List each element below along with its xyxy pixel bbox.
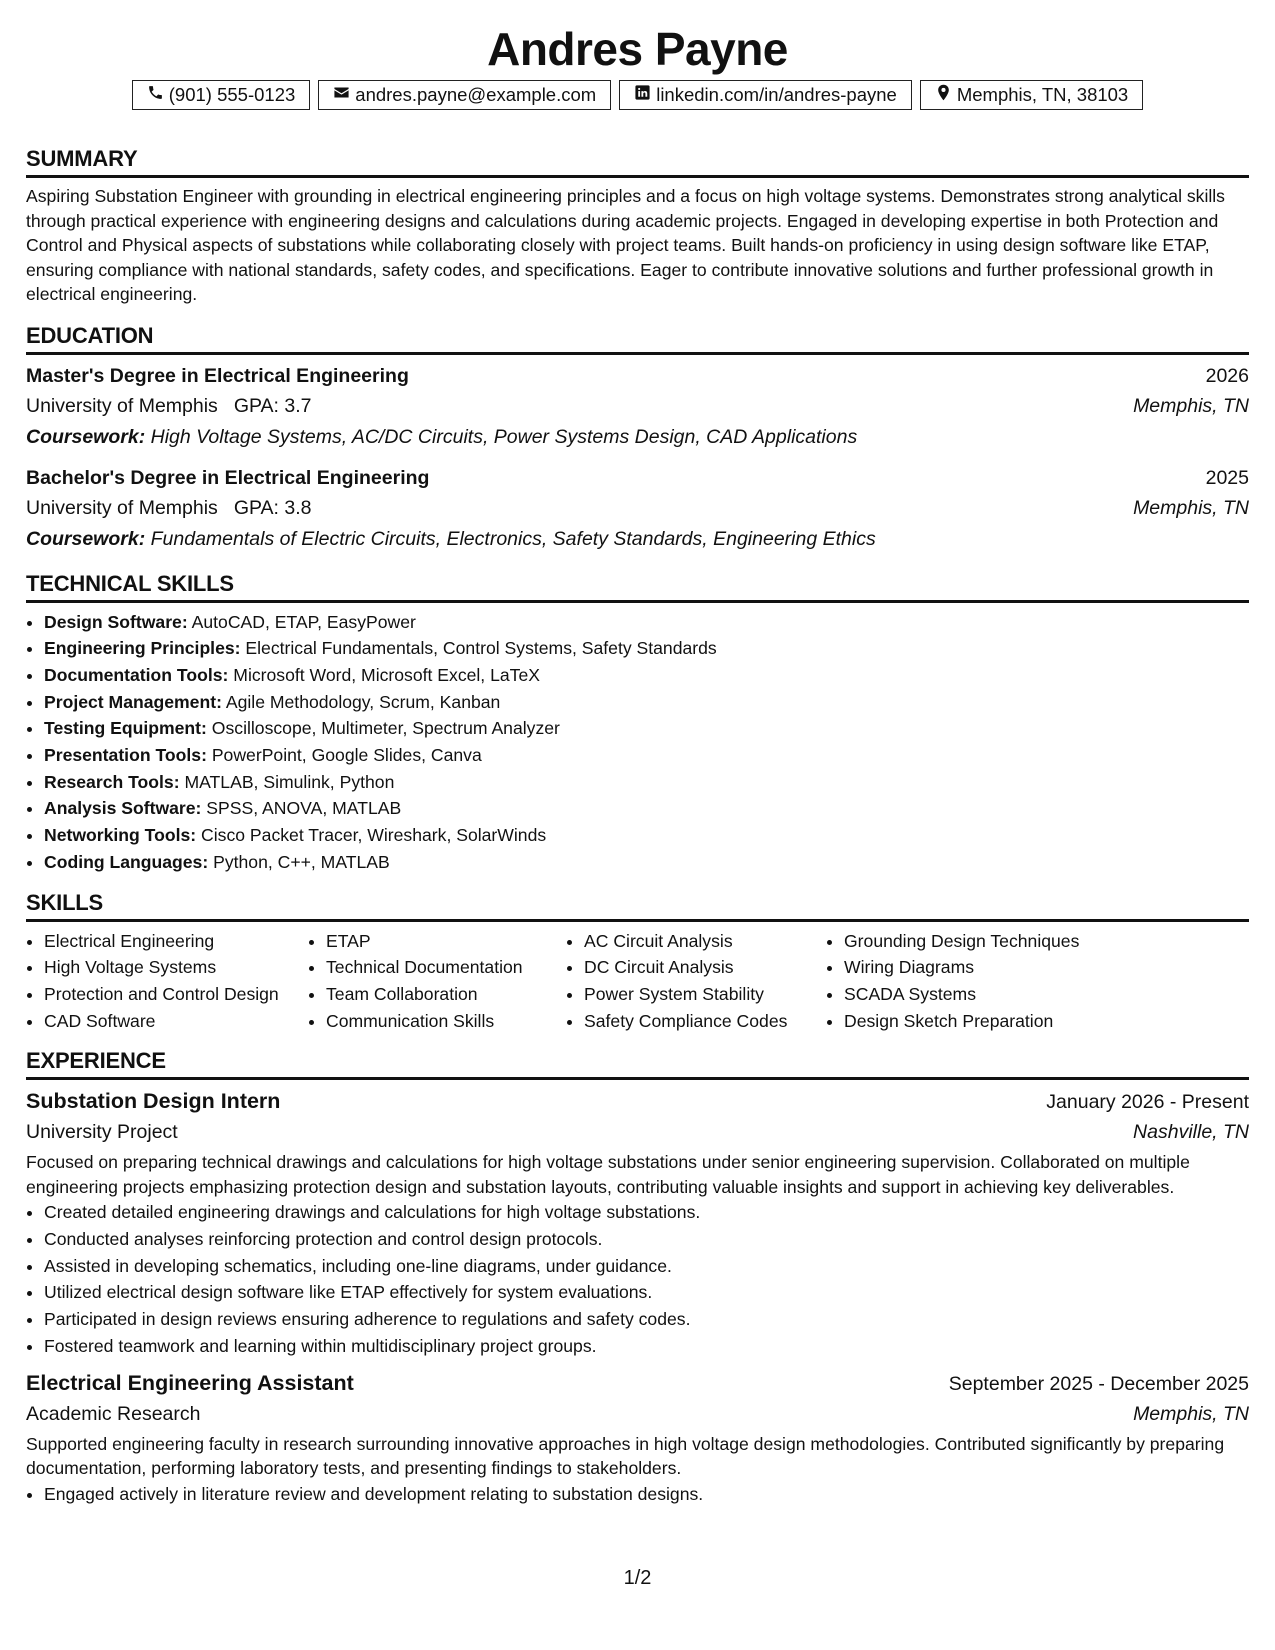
list-item: • Technical Documentation xyxy=(326,954,564,981)
list-item xyxy=(44,769,1249,796)
linkedin-text: linkedin.com/in/andres-payne xyxy=(656,84,897,105)
job-bullets xyxy=(26,1481,1249,1508)
list-item xyxy=(44,715,1249,742)
list-item: • High Voltage Systems xyxy=(44,954,306,981)
list-item: • Wiring Diagrams xyxy=(844,954,1079,981)
skill-values: Oscilloscope, Multimeter, Spectrum Analyzer xyxy=(206,718,560,739)
candidate-name: Andres Payne xyxy=(487,23,788,75)
job-title: Electrical Engineering Assistant xyxy=(26,1370,354,1395)
skill-values: Electrical Fundamentals, Control Systems, Safety Standards xyxy=(240,638,717,659)
list-item: • Utilized electrical design software like ETAP effectively for system evaluations. xyxy=(44,1279,1249,1306)
school-location: Memphis, TN xyxy=(1133,394,1249,417)
job-org: University Project xyxy=(26,1121,178,1144)
technical-skills-heading: TECHNICAL SKILLS xyxy=(26,571,1249,603)
skills-column xyxy=(564,928,824,1035)
skills-column xyxy=(26,928,306,1035)
list-item: • Created detailed engineering drawings and calculations for high voltage substations. xyxy=(44,1199,1249,1226)
coursework-list: Fundamentals of Electric Circuits, Electronics, Safety Standards, Engineering Ethics xyxy=(145,527,876,550)
list-item: • Team Collaboration xyxy=(326,981,564,1008)
technical-skills-list xyxy=(26,609,1249,876)
skill-category: Networking Tools: xyxy=(44,825,197,846)
skill-values: Microsoft Word, Microsoft Excel, LaTeX xyxy=(228,664,540,685)
resume-page xyxy=(26,0,1249,1507)
job-location: Memphis, TN xyxy=(1133,1402,1249,1425)
contact-bar xyxy=(26,80,1249,110)
email-chip[interactable] xyxy=(318,80,611,110)
job-description: Supported engineering faculty in research surrounding innovative approaches in high voltage design methodologies. Contributed significantly by preparing documentation, performing laboratory tests, and presenting findings to stakeholders. xyxy=(26,1433,1225,1479)
job-org: Academic Research xyxy=(26,1402,201,1425)
skill-category: Presentation Tools: xyxy=(44,745,207,766)
skill-values: PowerPoint, Google Slides, Canva xyxy=(206,745,482,766)
skill-category: Coding Languages: xyxy=(44,851,209,872)
list-item xyxy=(44,609,1249,636)
coursework xyxy=(26,422,1249,453)
job-dates: September 2025 - December 2025 xyxy=(948,1372,1249,1395)
list-item: • Design Sketch Preparation xyxy=(844,1008,1079,1035)
experience-entry xyxy=(26,1086,1249,1359)
job-description: Focused on preparing technical drawings and calculations for high voltage substations under senior engineering supervision. Collaborated on multiple engineering projects emphasizing protection design and substation layouts, contributing valuable insights and support in achieving key deliverables. xyxy=(26,1152,1190,1197)
phone-text: (901) 555-0123 xyxy=(168,84,296,105)
page-number: 1/2 xyxy=(623,1567,652,1589)
summary-heading: SUMMARY xyxy=(26,146,1249,178)
coursework-label: Coursework: xyxy=(26,527,146,550)
degree-year: 2025 xyxy=(1205,466,1249,489)
school-location: Memphis, TN xyxy=(1133,496,1249,519)
skill-values: Python, C++, MATLAB xyxy=(208,851,390,872)
gpa: GPA: 3.8 xyxy=(233,496,312,519)
list-item: • Protection and Control Design xyxy=(44,981,306,1008)
school-name: University of Memphis xyxy=(26,394,218,417)
skill-values: SPSS, ANOVA, MATLAB xyxy=(201,798,402,819)
list-item: • AC Circuit Analysis xyxy=(584,928,824,955)
job-dates: January 2026 - Present xyxy=(1046,1091,1249,1114)
education-entry xyxy=(26,361,1249,453)
linkedin-chip[interactable] xyxy=(619,80,912,110)
technical-skills-section xyxy=(26,571,1249,876)
list-item xyxy=(44,822,1249,849)
phone-chip[interactable] xyxy=(132,80,311,110)
linkedin-icon xyxy=(634,83,651,107)
email-text: andres.payne@example.com xyxy=(355,84,597,105)
skill-values: MATLAB, Simulink, Python xyxy=(179,771,395,792)
skills-column xyxy=(824,928,1079,1035)
list-item: • Engaged actively in literature review and development relating to substation designs. xyxy=(44,1481,1249,1508)
skills-section xyxy=(26,890,1249,1035)
experience-section xyxy=(26,1048,1249,1507)
list-item: • Participated in design reviews ensuring adherence to regulations and safety codes. xyxy=(44,1306,1249,1333)
list-item xyxy=(44,662,1249,689)
list-item: • Conducted analyses reinforcing protection and control design protocols. xyxy=(44,1226,1249,1253)
job-location: Nashville, TN xyxy=(1133,1121,1249,1144)
list-item xyxy=(44,795,1249,822)
location-chip xyxy=(920,80,1143,110)
location-text: Memphis, TN, 38103 xyxy=(956,84,1129,105)
skill-category: Design Software: xyxy=(44,611,188,632)
experience-heading: EXPERIENCE xyxy=(26,1048,1249,1080)
skills-grid xyxy=(26,928,1249,1035)
map-pin-icon xyxy=(935,83,952,107)
education-heading: EDUCATION xyxy=(26,323,1249,355)
phone-icon xyxy=(147,83,164,107)
skill-values: Cisco Packet Tracer, Wireshark, SolarWinds xyxy=(196,825,547,846)
skill-category: Project Management: xyxy=(44,691,222,712)
education-entry xyxy=(26,463,1249,555)
envelope-icon xyxy=(333,83,350,107)
list-item xyxy=(44,689,1249,716)
coursework xyxy=(26,524,1249,555)
summary-text: Aspiring Substation Engineer with grounding in electrical engineering principles and a focus on high voltage systems. Demonstrates strong analytical skills through practical experience with engineering designs and calculations during academic projects. Engaged in developing expertise in both Protection and Control and Physical aspects of substations while collaborating closely with project teams. Built hands-on proficiency in using design software like ETAP, ensuring compliance with national standards, safety codes, and specifications. Eager to contribute innovative solutions and further professional growth in electrical engineering. xyxy=(26,186,1225,304)
education-section xyxy=(26,323,1249,555)
coursework-label: Coursework: xyxy=(26,425,146,448)
list-item: • Safety Compliance Codes xyxy=(584,1008,824,1035)
degree-title: Bachelor's Degree in Electrical Engineering xyxy=(26,466,430,489)
skills-column xyxy=(306,928,564,1035)
skill-category: Research Tools: xyxy=(44,771,180,792)
gpa: GPA: 3.7 xyxy=(233,394,312,417)
skill-values: AutoCAD, ETAP, EasyPower xyxy=(187,611,416,632)
list-item xyxy=(44,635,1249,662)
job-title: Substation Design Intern xyxy=(26,1089,281,1114)
list-item xyxy=(44,849,1249,876)
skill-category: Engineering Principles: xyxy=(44,638,241,659)
school-name: University of Memphis xyxy=(26,496,218,519)
list-item: • Communication Skills xyxy=(326,1008,564,1035)
coursework-list: High Voltage Systems, AC/DC Circuits, Power Systems Design, CAD Applications xyxy=(145,425,858,448)
skills-heading: SKILLS xyxy=(26,890,1249,922)
degree-year: 2026 xyxy=(1205,364,1249,387)
list-item: • SCADA Systems xyxy=(844,981,1079,1008)
list-item xyxy=(44,742,1249,769)
job-bullets xyxy=(26,1199,1249,1359)
list-item: • Power System Stability xyxy=(584,981,824,1008)
summary-section xyxy=(26,146,1249,307)
skill-category: Documentation Tools: xyxy=(44,664,229,685)
list-item: • DC Circuit Analysis xyxy=(584,954,824,981)
skill-category: Testing Equipment: xyxy=(44,718,207,739)
list-item: • Fostered teamwork and learning within multidisciplinary project groups. xyxy=(44,1333,1249,1360)
degree-title: Master's Degree in Electrical Engineering xyxy=(26,364,409,387)
list-item: • CAD Software xyxy=(44,1008,306,1035)
list-item: • Electrical Engineering xyxy=(44,928,306,955)
skill-category: Analysis Software: xyxy=(44,798,202,819)
skill-values: Agile Methodology, Scrum, Kanban xyxy=(221,691,501,712)
list-item: • Grounding Design Techniques xyxy=(844,928,1079,955)
list-item: • Assisted in developing schematics, including one-line diagrams, under guidance. xyxy=(44,1253,1249,1280)
experience-entry xyxy=(26,1368,1249,1508)
list-item: • ETAP xyxy=(326,928,564,955)
